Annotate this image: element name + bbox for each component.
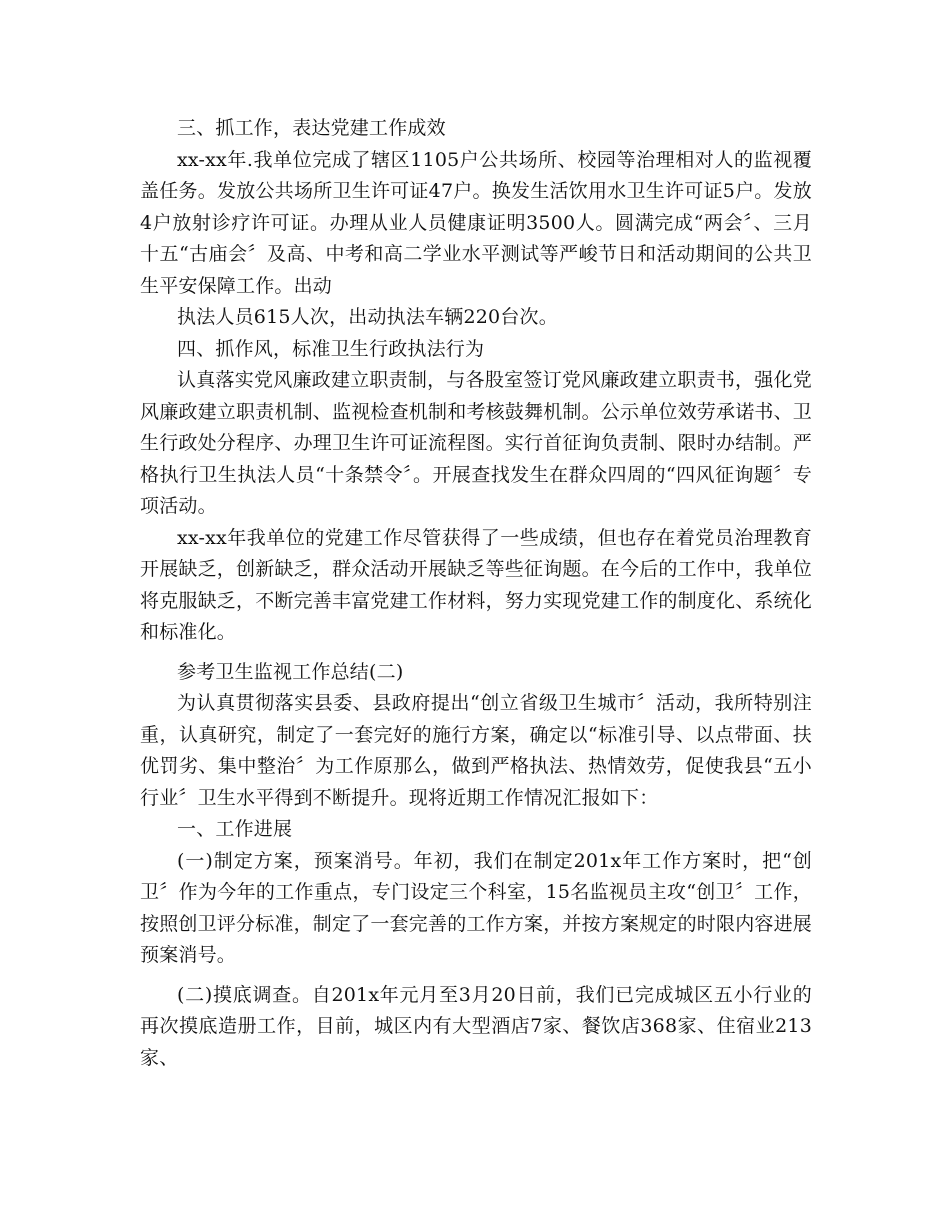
- body-paragraph: (二)摸底调查。自201x年元月至3月20日前，我们已完成城区五小行业的再次摸底造册工作，目前，城区内有大型酒店7家、餐饮店368家、住宿业213家、: [140, 983, 812, 1069]
- body-paragraph: xx-xx年我单位的党建工作尽管获得了一些成绩，但也存在着党员治理教育开展缺乏，创新缺乏，群众活动开展缺乏等些征询题。在今后的工作中，我单位将克服缺乏，不断完善丰富党建工作材料，努力实现党建工作的制度化、系统化和标准化。: [140, 526, 813, 643]
- body-paragraph: (一)制定方案，预案消号。年初，我们在制定201x年工作方案时，把“创卫〞作为今年的工作重点，专门设定三个科室，15名监视员主攻“创卫〞工作，按照创卫评分标准，制定了一套完善的工作方案，并按方案规定的时限内容进展预案消号。: [140, 849, 813, 966]
- document-body: [140, 113, 812, 1074]
- body-paragraph: xx-xx年.我单位完成了辖区1105户公共场所、校园等治理相对人的监视覆盖任务。发放公共场所卫生许可证47户。换发生活饮用水卫生许可证5户。发放4户放射诊疗许可证。办理从业人员健康证明3500人。圆满完成“两会〞、三月十五“古庙会〞及高、中考和高二学业水平测试等严峻节日和活动期间的公共卫生平安保障工作。出动: [140, 148, 812, 297]
- section-heading: 四、抓作风，标准卫生行政执法行为: [177, 337, 485, 360]
- section-heading: 三、抓工作，表达党建工作成效: [177, 117, 446, 139]
- body-paragraph: 为认真贯彻落实县委、县政府提出“创立省级卫生城市〞活动，我所特别注重，认真研究，制定了一套完好的施行方案，确定以“标准引导、以点带面、扶优罚劣、集中整治〞为工作原那么，做到严格执法、热情效劳，促使我县“五小行业〞卫生水平得到不断提升。现将近期工作情况汇报如下：: [140, 692, 812, 809]
- body-paragraph: 认真落实党风廉政建立职责制，与各股室签订党风廉政建立职责书，强化党风廉政建立职责机制、监视检查机制和考核鼓舞机制。公示单位效劳承诺书、卫生行政处分程序、办理卫生许可证流程图。实行首征询负责制、限时办结制。严格执行卫生执法人员“十条禁令〞。开展查找发生在群众四周的“四风征询题〞专项活动。: [140, 369, 813, 517]
- body-paragraph: 执法人员615人次，出动执法车辆220台次。: [177, 306, 558, 328]
- document-title: 参考卫生监视工作总结(二): [177, 660, 404, 683]
- section-heading: 一、工作进展: [177, 818, 293, 840]
